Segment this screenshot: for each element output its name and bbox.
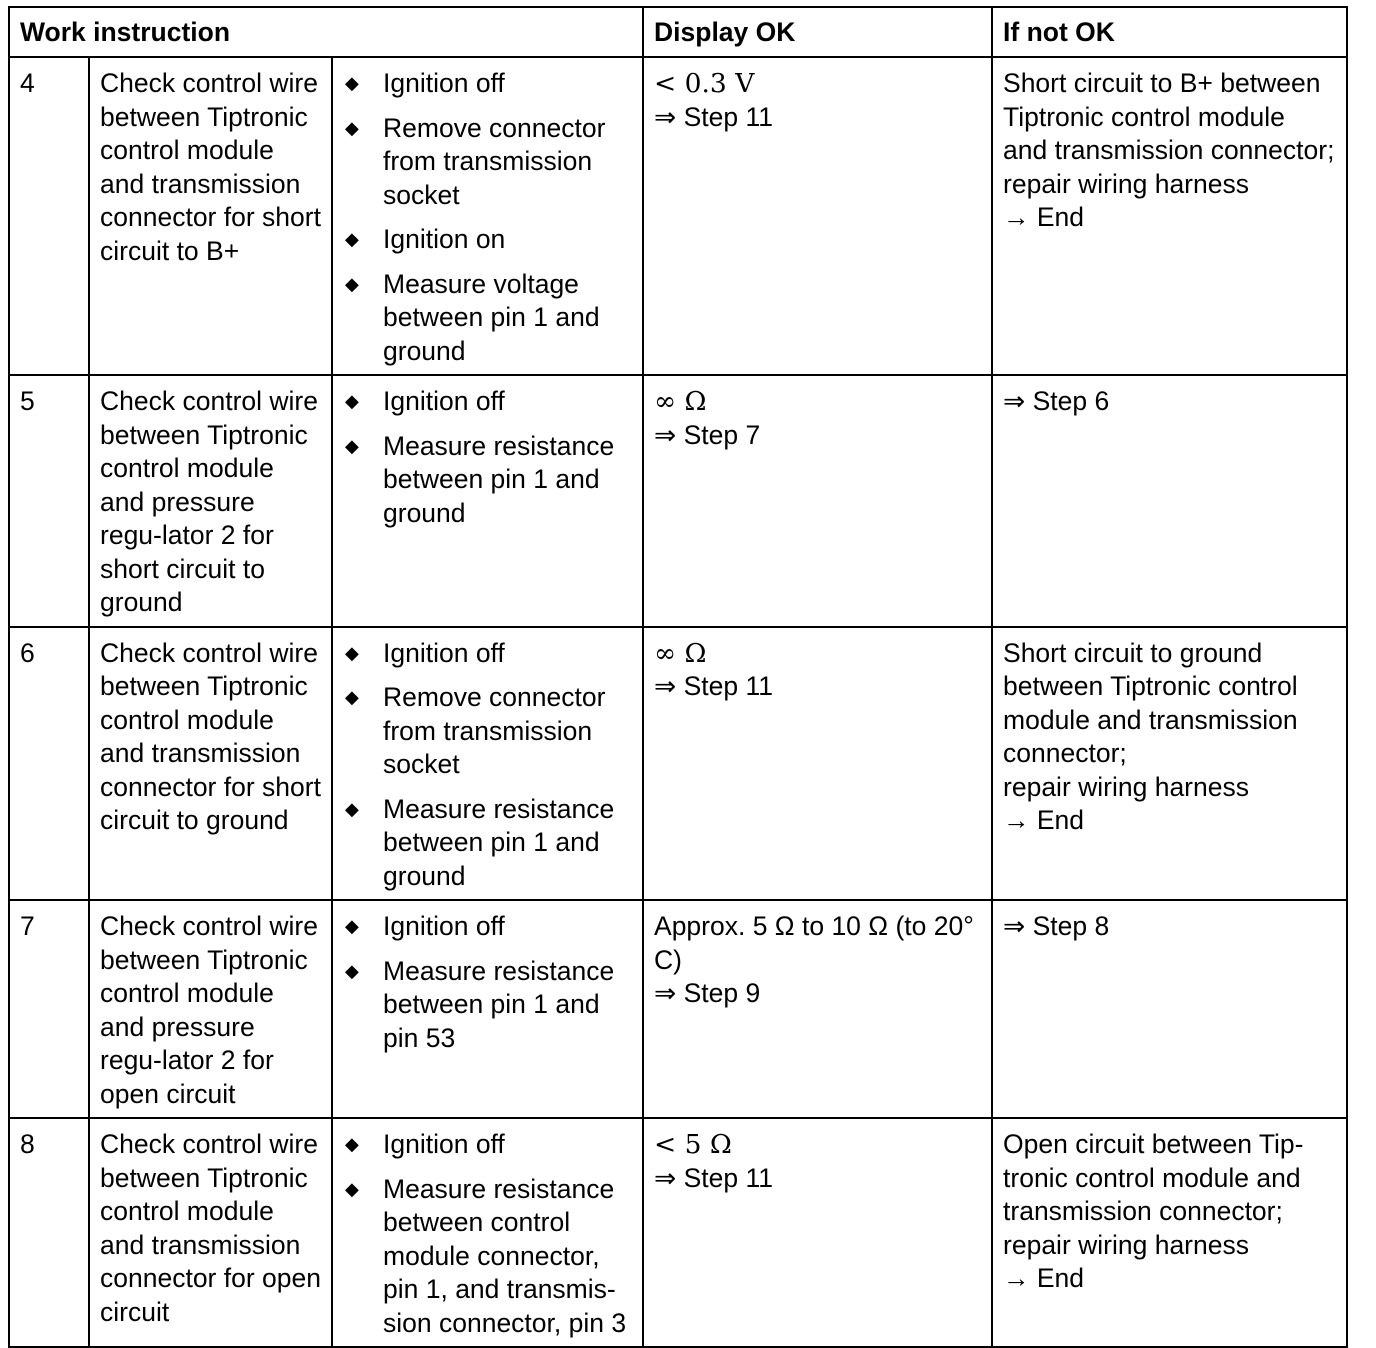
fault-next-step: ⇒ Step 8: [1003, 911, 1110, 941]
step-actions: [332, 1118, 643, 1347]
action-item: ◆ Ignition off: [343, 1128, 632, 1162]
fault-remedy: repair wiring harness: [1003, 168, 1249, 199]
step-actions: [332, 627, 643, 901]
diamond-bullet-icon: ◆: [345, 435, 359, 456]
diamond-bullet-icon: ◆: [345, 642, 359, 663]
table-row: [9, 375, 1347, 627]
fault-remedy: repair wiring harness: [1003, 1229, 1249, 1260]
step-actions: [332, 375, 643, 627]
if-not-ok-cell: [992, 627, 1347, 901]
fault-next-step: → End: [1003, 1263, 1085, 1293]
header-display-ok: Display OK: [643, 7, 992, 57]
diamond-bullet-icon: ◆: [345, 798, 359, 819]
diamond-bullet-icon: ◆: [345, 687, 359, 707]
fault-next-step: ⇒ Step 6: [1003, 386, 1110, 416]
diamond-bullet-icon: ◆: [345, 960, 359, 981]
action-item: ◆ Measure resistance between pin 1 and ground: [345, 793, 615, 891]
diamond-bullet-icon: ◆: [345, 391, 359, 411]
fault-description: Short circuit to ground between Tiptronic control module and transmission connector;: [1003, 637, 1298, 768]
if-not-ok-cell: [992, 375, 1347, 627]
if-not-ok-cell: [992, 900, 1347, 1118]
step-number: 6: [9, 627, 89, 901]
action-item: ◆ Remove connector from transmission socket: [345, 112, 606, 210]
display-ok-next-step: ⇒ Step 11: [654, 671, 773, 701]
fault-next-step: → End: [1003, 202, 1085, 232]
step-description: Check control wire between Tiptronic control module and transmission connector for short circuit to B+: [89, 57, 332, 375]
display-ok-value: < 5 Ω: [654, 1129, 732, 1160]
display-ok-next-step: ⇒ Step 7: [654, 419, 761, 450]
display-ok-cell: [643, 375, 992, 627]
display-ok-value: ∞ Ω: [654, 637, 707, 669]
if-not-ok-cell: [992, 1118, 1347, 1347]
step-description: Check control wire between Tiptronic control module and pressure regu-lator 2 for short circuit to ground: [89, 375, 332, 627]
header-work-instruction: Work instruction: [9, 7, 643, 57]
fault-description: Open circuit between Tip-tronic control module and transmission connector;: [1003, 1129, 1304, 1226]
diamond-bullet-icon: ◆: [345, 229, 359, 249]
work-instruction-table: [8, 6, 1348, 1348]
step-number: 5: [9, 375, 89, 627]
action-item: ◆ Ignition off: [343, 385, 632, 419]
fault-next-step: → End: [1003, 805, 1085, 835]
action-item: ◆ Ignition off: [343, 637, 632, 671]
header-if-not-ok: If not OK: [992, 7, 1347, 57]
step-actions: [332, 900, 643, 1118]
action-item: ◆ Measure resistance between control module connector, pin 1, and transmis-sion connector, pin 3: [345, 1173, 627, 1338]
table-row: [9, 57, 1347, 375]
step-number: 7: [9, 900, 89, 1118]
action-item: ◆ Remove connector from transmission socket: [345, 682, 606, 779]
table-row: [9, 900, 1347, 1118]
step-actions: [332, 57, 643, 375]
display-ok-cell: [643, 627, 992, 901]
header-row: [9, 7, 1347, 57]
diamond-bullet-icon: ◆: [345, 1134, 359, 1154]
diamond-bullet-icon: ◆: [345, 273, 359, 294]
table-row: [9, 1118, 1347, 1347]
step-description: Check control wire between Tiptronic control module and transmission connector for open circuit: [89, 1118, 332, 1347]
display-ok-value: < 0.3 V: [654, 68, 755, 99]
action-item: ◆ Ignition on: [343, 223, 632, 257]
display-ok-cell: [643, 57, 992, 375]
display-ok-next-step: ⇒ Step 11: [654, 1162, 773, 1193]
display-ok-cell: [643, 1118, 992, 1347]
action-item: ◆ Measure voltage between pin 1 and ground: [345, 268, 600, 366]
action-item: ◆ Ignition off: [343, 910, 632, 944]
diamond-bullet-icon: ◆: [345, 1178, 359, 1199]
action-item: ◆ Measure resistance between pin 1 and ground: [345, 430, 615, 528]
step-number: 4: [9, 57, 89, 375]
table-row: [9, 627, 1347, 901]
diamond-bullet-icon: ◆: [345, 73, 359, 93]
action-item: ◆ Ignition off: [343, 67, 632, 101]
display-ok-value: Approx. 5 Ω to 10 Ω (to 20° C): [654, 911, 974, 975]
if-not-ok-cell: [992, 57, 1347, 375]
display-ok-next-step: ⇒ Step 9: [654, 978, 761, 1008]
display-ok-cell: [643, 900, 992, 1118]
display-ok-next-step: ⇒ Step 11: [654, 101, 773, 132]
diamond-bullet-icon: ◆: [345, 916, 359, 936]
step-number: 8: [9, 1118, 89, 1347]
fault-remedy: repair wiring harness: [1003, 771, 1249, 802]
step-description: Check control wire between Tiptronic control module and pressure regu-lator 2 for open circuit: [89, 900, 332, 1118]
action-item: ◆ Measure resistance between pin 1 and pin 53: [345, 955, 615, 1053]
diamond-bullet-icon: ◆: [345, 117, 359, 138]
fault-description: Short circuit to B+ between Tiptronic control module and transmission connector;: [1003, 68, 1335, 165]
step-description: Check control wire between Tiptronic control module and transmission connector for short circuit to ground: [89, 627, 332, 901]
display-ok-value: ∞ Ω: [654, 386, 707, 417]
